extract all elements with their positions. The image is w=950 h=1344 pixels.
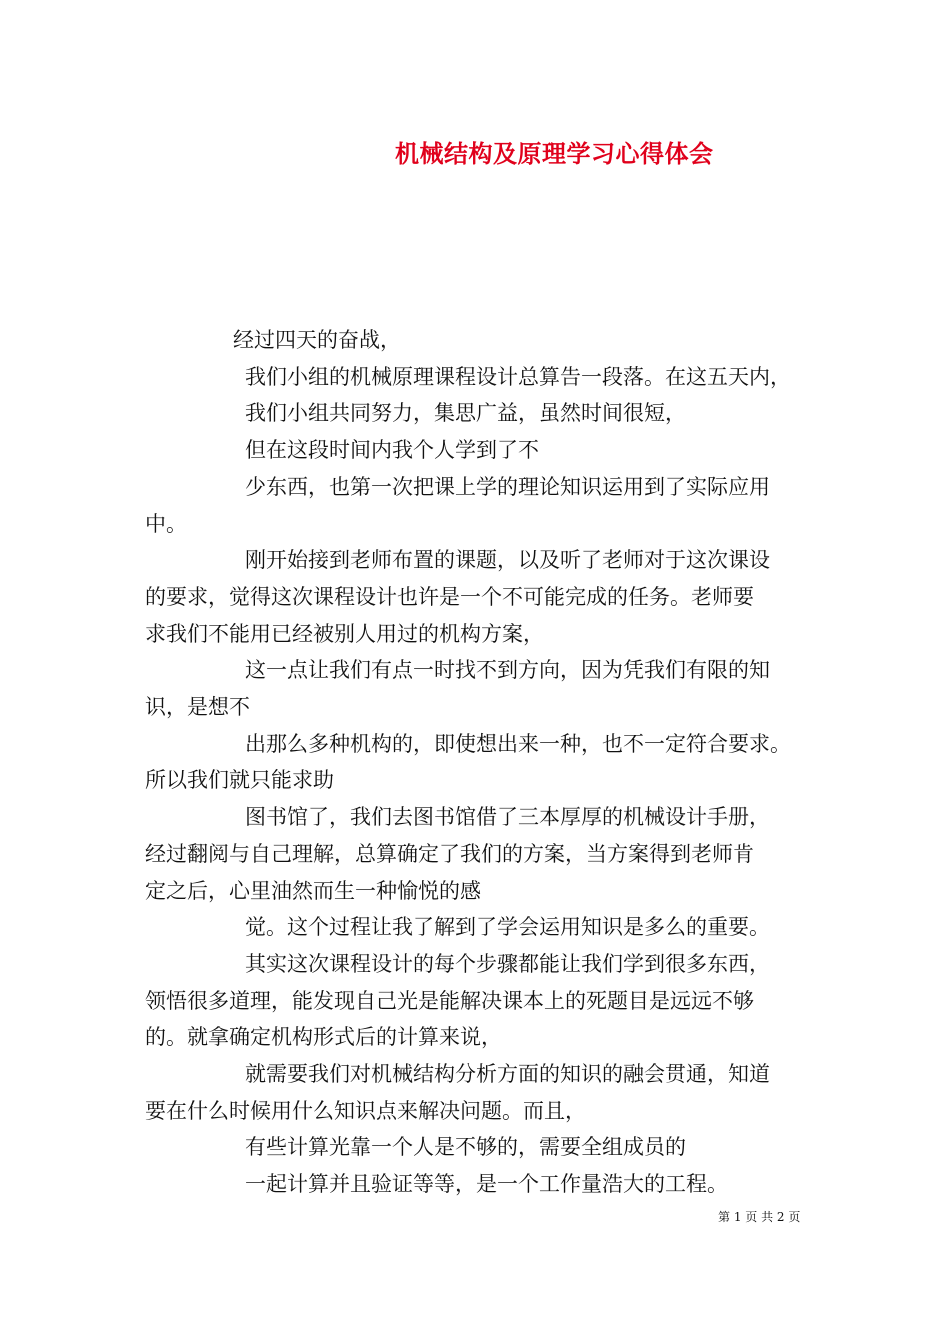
text-line: 我们小组的机械原理课程设计总算告一段落。在这五天内， — [245, 364, 791, 389]
page-footer: 第 1 页 共 2 页 — [718, 1210, 801, 1224]
text-line: 定之后，心里油然而生一种愉悦的感 — [145, 878, 481, 903]
text-line: 一起计算并且验证等等，是一个工作量浩大的工程。 — [245, 1172, 728, 1197]
page-title: 机械结构及原理学习心得体会 — [395, 139, 714, 168]
text-line: 但在这段时间内我个人学到了不 — [245, 438, 539, 463]
text-line: 就需要我们对机械结构分析方面的知识的融会贯通，知道 — [245, 1062, 770, 1087]
text-line: 经过翻阅与自己理解，总算确定了我们的方案，当方案得到老师肯 — [145, 841, 754, 866]
text-line: 出那么多种机构的，即使想出来一种，也不一定符合要求。 — [245, 731, 791, 756]
text-line: 中。 — [145, 511, 187, 536]
text-line: 这一点让我们有点一时找不到方向，因为凭我们有限的知 — [245, 658, 770, 683]
text-line: 有些计算光靠一个人是不够的，需要全组成员的 — [245, 1135, 686, 1160]
text-line: 求我们不能用已经被别人用过的机构方案， — [145, 621, 544, 646]
document-body — [145, 322, 810, 1203]
text-line: 领悟很多道理，能发现自己光是能解决课本上的死题目是远远不够 — [145, 988, 754, 1013]
text-line: 我们小组共同努力，集思广益，虽然时间很短， — [245, 401, 686, 426]
text-line: 少东西，也第一次把课上学的理论知识运用到了实际应用 — [245, 474, 770, 499]
text-line: 的要求，觉得这次课程设计也许是一个不可能完成的任务。老师要 — [145, 584, 754, 609]
text-line: 的。就拿确定机构形式后的计算来说， — [145, 1025, 502, 1050]
text-line: 刚开始接到老师布置的课题，以及听了老师对于这次课设 — [245, 548, 770, 573]
text-line: 要在什么时候用什么知识点来解决问题。而且， — [145, 1098, 586, 1123]
text-line: 识，是想不 — [145, 695, 250, 720]
text-line: 觉。这个过程让我了解到了学会运用知识是多么的重要。 — [245, 915, 770, 940]
text-line: 图书馆了，我们去图书馆借了三本厚厚的机械设计手册， — [245, 805, 770, 830]
text-line: 其实这次课程设计的每个步骤都能让我们学到很多东西， — [245, 951, 770, 976]
text-line: 经过四天的奋战， — [233, 328, 401, 352]
text-line: 所以我们就只能求助 — [145, 768, 334, 793]
